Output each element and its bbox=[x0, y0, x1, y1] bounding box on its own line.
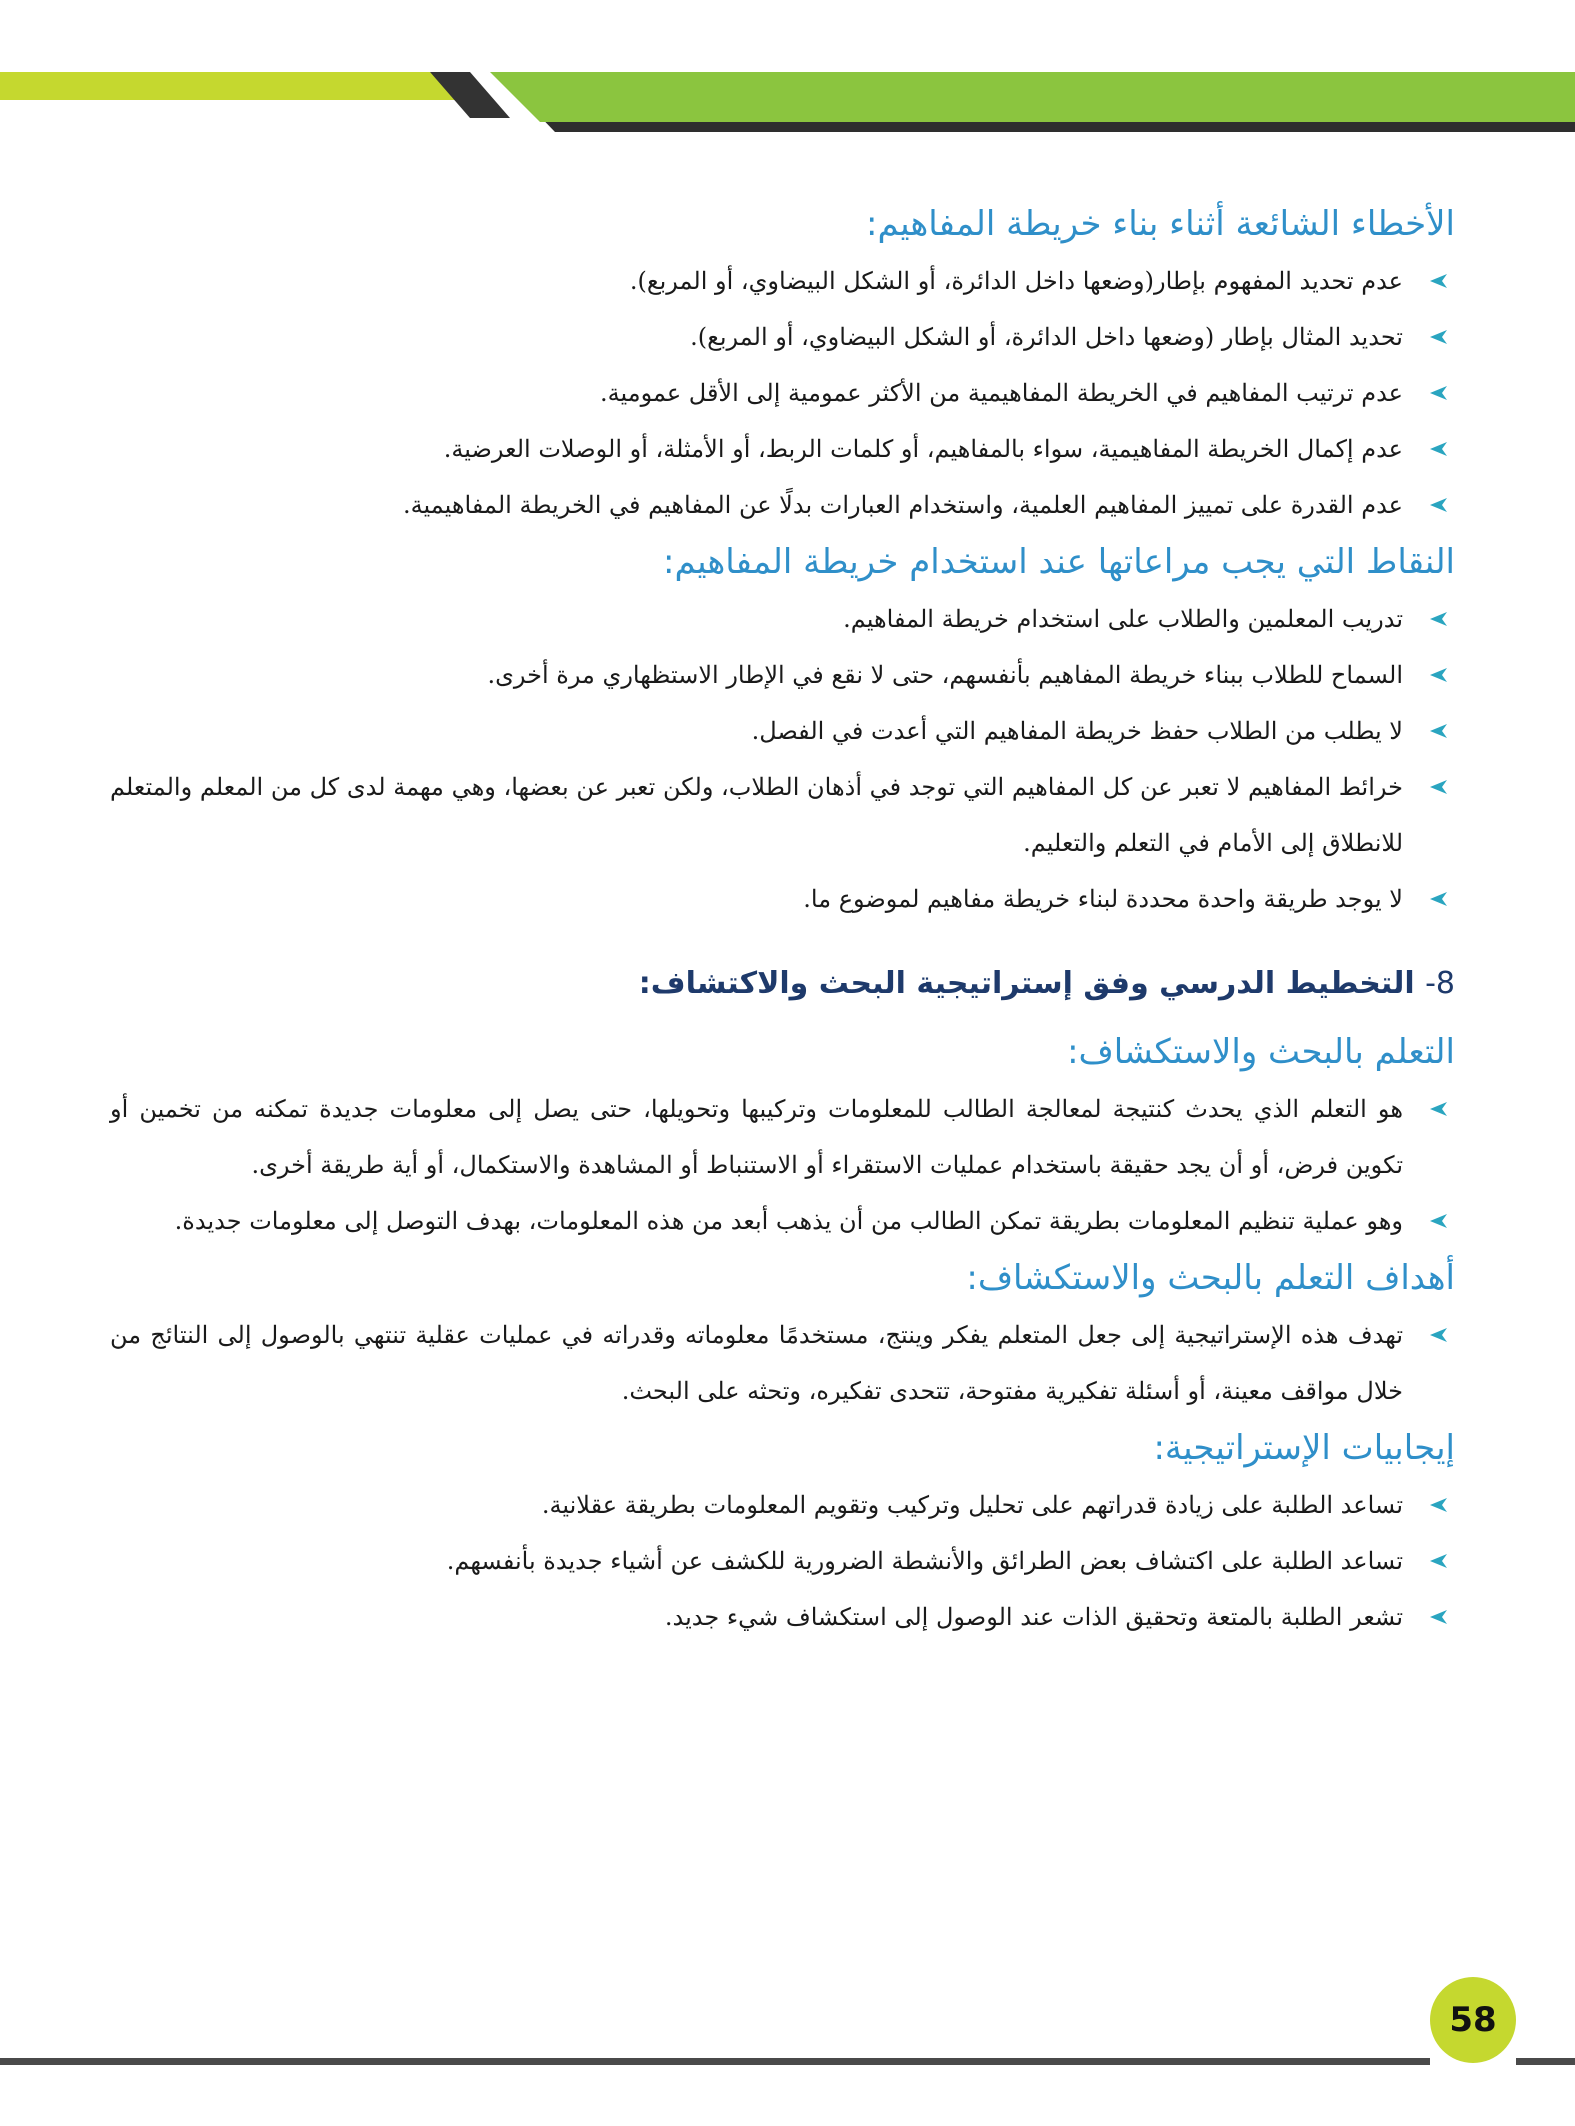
arrow-bullet-icon bbox=[1430, 1610, 1447, 1624]
discovery-learning-list bbox=[110, 1081, 1455, 1249]
section-heading-discovery-learning: التعلم بالبحث والاستكشاف: bbox=[1067, 1032, 1455, 1072]
arrow-bullet-icon bbox=[1430, 1214, 1447, 1228]
list-item: عدم القدرة على تمييز المفاهيم العلمية، واستخدام العبارات بدلًا عن المفاهيم في الخريطة المفاهيمية. bbox=[110, 477, 1455, 533]
list-item: تحديد المثال بإطار (وضعها داخل الدائرة، أو الشكل البيضاوي، أو المربع). bbox=[110, 309, 1455, 365]
section-heading-points-to-consider: النقاط التي يجب مراعاتها عند استخدام خريطة المفاهيم: bbox=[662, 542, 1455, 582]
numbered-heading bbox=[110, 949, 1455, 1019]
arrow-bullet-icon bbox=[1430, 892, 1447, 906]
list-item: خرائط المفاهيم لا تعبر عن كل المفاهيم التي توجد في أذهان الطلاب، ولكن تعبر عن بعضها، وهي مهمة لدى كل من المعلم والمتعلم للانطلاق إلى الأمام في التعلم والتعليم. bbox=[110, 759, 1455, 871]
heading-text: التخطيط الدرسي وفق إستراتيجية البحث والاكتشاف: bbox=[638, 966, 1415, 1001]
list-item: تساعد الطلبة على زيادة قدراتهم على تحليل وتركيب وتقويم المعلومات بطريقة عقلانية. bbox=[110, 1477, 1455, 1533]
header-banner bbox=[0, 0, 1575, 140]
page-number-badge bbox=[1430, 1977, 1516, 2063]
common-mistakes-list bbox=[110, 253, 1455, 533]
goals-list bbox=[110, 1307, 1455, 1419]
arrow-bullet-icon bbox=[1430, 442, 1447, 456]
list-item: هو التعلم الذي يحدث كنتيجة لمعالجة الطالب للمعلومات وتركيبها وتحويلها، حتى يصل إلى معلومات جديدة تمكنه من تخمين أو تكوين فرض، أو أن يجد حقيقة باستخدام عمليات الاستقراء أو الاستنباط أو المشاهدة والاستكمال، أو أية طريقة أخرى. bbox=[110, 1081, 1455, 1193]
list-item: وهو عملية تنظيم المعلومات بطريقة تمكن الطالب من أن يذهب أبعد من هذه المعلومات، بهدف التوصل إلى معلومات جديدة. bbox=[110, 1193, 1455, 1249]
points-to-consider-list bbox=[110, 591, 1455, 927]
section-heading-advantages: إيجابيات الإستراتيجية: bbox=[1153, 1428, 1455, 1468]
list-item: عدم تحديد المفهوم بإطار(وضعها داخل الدائرة، أو الشكل البيضاوي، أو المربع). bbox=[110, 253, 1455, 309]
arrow-bullet-icon bbox=[1430, 724, 1447, 738]
list-item: تدريب المعلمين والطلاب على استخدام خريطة المفاهيم. bbox=[110, 591, 1455, 647]
list-item: السماح للطلاب ببناء خريطة المفاهيم بأنفسهم، حتى لا نقع في الإطار الاستظهاري مرة أخرى. bbox=[110, 647, 1455, 703]
section-heading-goals: أهداف التعلم بالبحث والاستكشاف: bbox=[966, 1258, 1455, 1298]
arrow-bullet-icon bbox=[1430, 386, 1447, 400]
arrow-bullet-icon bbox=[1430, 498, 1447, 512]
section-heading-common-mistakes: الأخطاء الشائعة أثناء بناء خريطة المفاهيم: bbox=[866, 204, 1455, 244]
arrow-bullet-icon bbox=[1430, 274, 1447, 288]
arrow-bullet-icon bbox=[1430, 1554, 1447, 1568]
banner-lime-stripe bbox=[0, 72, 460, 100]
arrow-bullet-icon bbox=[1430, 1102, 1447, 1116]
list-item: تساعد الطلبة على اكتشاف بعض الطرائق والأنشطة الضرورية للكشف عن أشياء جديدة بأنفسهم. bbox=[110, 1533, 1455, 1589]
page-number: 58 bbox=[1449, 2000, 1497, 2040]
banner-green-stripe bbox=[490, 72, 1575, 122]
footer-rule-right bbox=[1516, 2058, 1575, 2065]
page-content bbox=[110, 195, 1455, 1645]
list-item: عدم ترتيب المفاهيم في الخريطة المفاهيمية من الأكثر عمومية إلى الأقل عمومية. bbox=[110, 365, 1455, 421]
heading-number: 8- bbox=[1425, 966, 1455, 1001]
list-item: تشعر الطلبة بالمتعة وتحقيق الذات عند الوصول إلى استكشاف شيء جديد. bbox=[110, 1589, 1455, 1645]
advantages-list bbox=[110, 1477, 1455, 1645]
list-item: لا يطلب من الطلاب حفظ خريطة المفاهيم التي أعدت في الفصل. bbox=[110, 703, 1455, 759]
arrow-bullet-icon bbox=[1430, 330, 1447, 344]
arrow-bullet-icon bbox=[1430, 1328, 1447, 1342]
list-item: عدم إكمال الخريطة المفاهيمية، سواء بالمفاهيم، أو كلمات الربط، أو الأمثلة، أو الوصلات العرضية. bbox=[110, 421, 1455, 477]
list-item: لا يوجد طريقة واحدة محددة لبناء خريطة مفاهيم لموضوع ما. bbox=[110, 871, 1455, 927]
footer-rule-left bbox=[0, 2058, 1430, 2065]
arrow-bullet-icon bbox=[1430, 1498, 1447, 1512]
list-item: تهدف هذه الإستراتيجية إلى جعل المتعلم يفكر وينتج، مستخدمًا معلوماته وقدراته في عمليات عقلية تنتهي بالوصول إلى النتائج من خلال مواقف معينة، أو أسئلة تفكيرية مفتوحة، تتحدى تفكيره، وتحثه على البحث. bbox=[110, 1307, 1455, 1419]
arrow-bullet-icon bbox=[1430, 668, 1447, 682]
arrow-bullet-icon bbox=[1430, 612, 1447, 626]
arrow-bullet-icon bbox=[1430, 780, 1447, 794]
